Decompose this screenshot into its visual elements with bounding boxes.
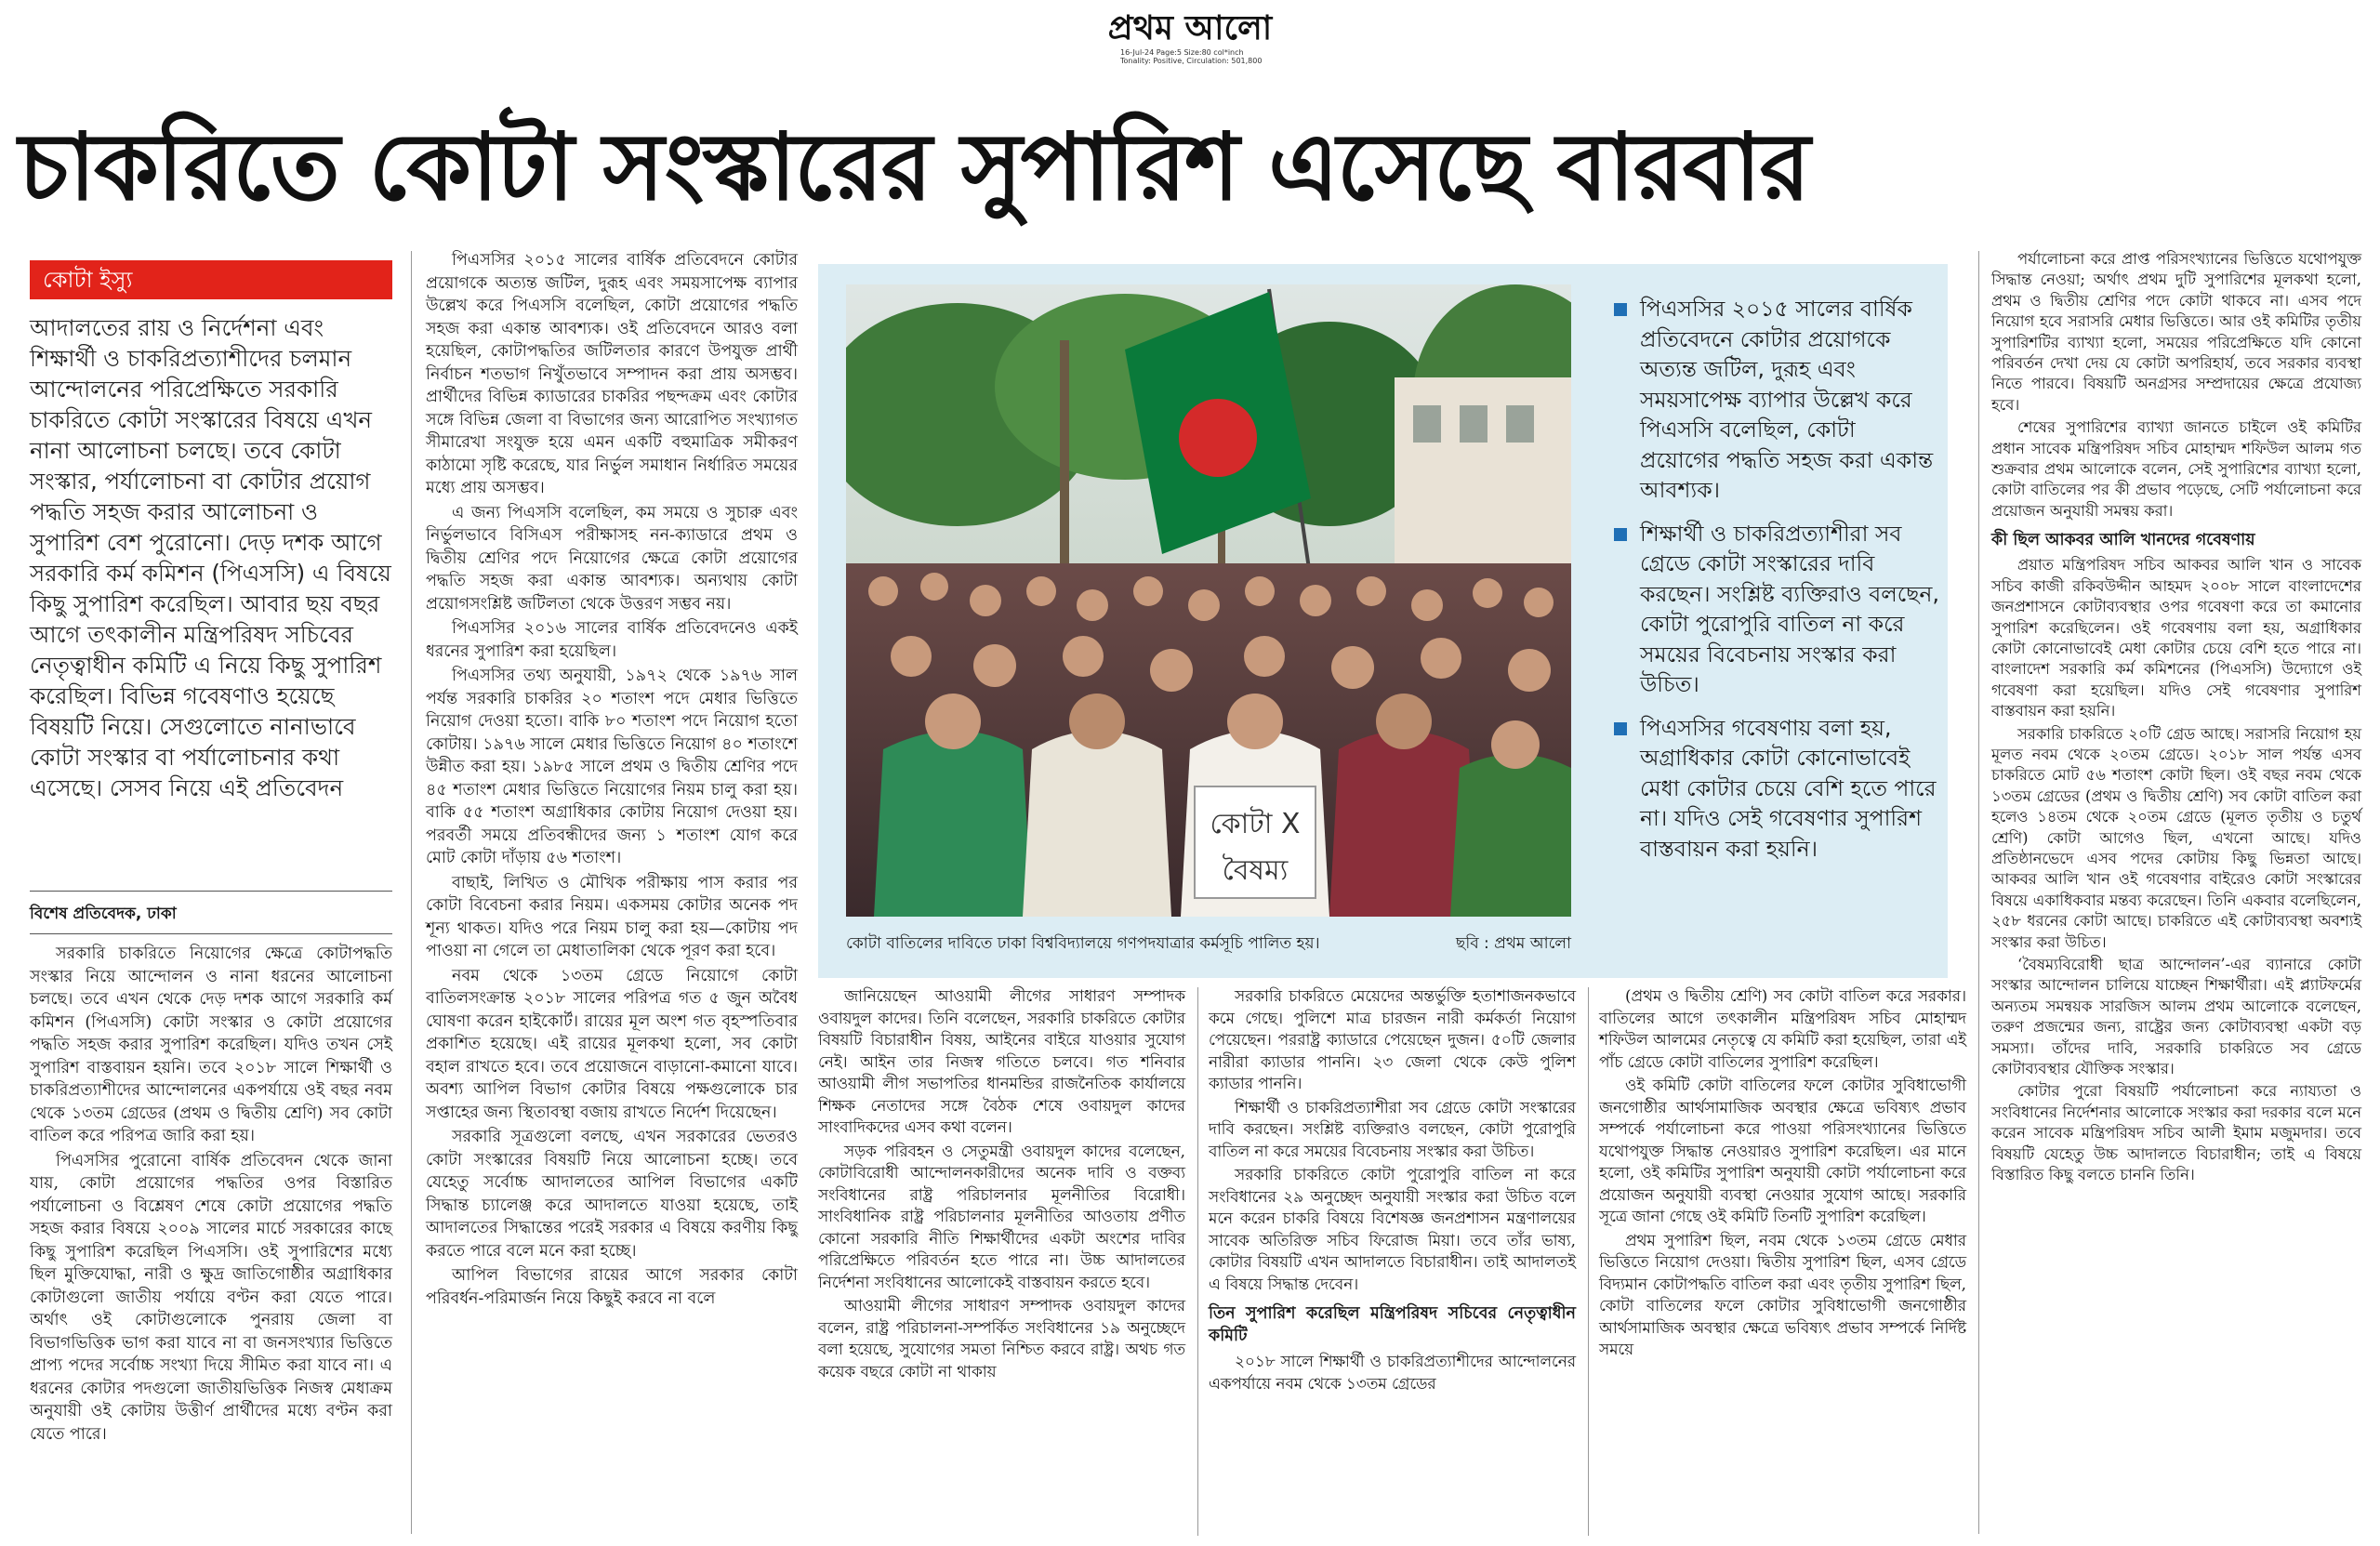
column-3	[818, 985, 1185, 1384]
paragraph: ওই কমিটি কোটা বাতিলের ফলে কোটার সুবিধাভোগী জনগোষ্ঠীর আর্থসামাজিক অবস্থার ক্ষেত্রে ভবিষ্যৎ প্রভাব সম্পর্কে পর্যালোচনা করে পাওয়া পরিসংখ্যানের ভিত্তিতে যথোপযুক্ত সিদ্ধান্ত নেওয়ারও সুপারিশ করেছিল। এর মানে হলো, ওই কমিটির সুপারিশ অনুযায়ী কোটা পর্যালোচনা করে প্রয়োজন অনুযায়ী ব্যবস্থা নেওয়ার সুযোগ আছে। সরকারি সূত্রে জানা গেছে ওই কমিটি তিনটি সুপারিশ করেছিল।	[1599, 1076, 1966, 1225]
placard-text: কোটা X	[1210, 808, 1301, 840]
paragraph: বাছাই, লিখিত ও মৌখিক পরীক্ষায় পাস করার পর কোটা বিবেচনা করার নিয়ম। একসময় কোটার অনেক পদ শূন্য থাকত। যদিও পরে নিয়ম চালু করা হয়—কোটায় পদ পাওয়া না গেলে তা মেধাতালিকা থেকে পূরণ করা হবে।	[426, 873, 798, 960]
paragraph: কোটার পুরো বিষয়টি পর্যালোচনা করে ন্যায্যতা ও সংবিধানের নির্দেশনার আলোকে সংস্কার করা দরকার বলে মনে করেন সাবেক মন্ত্রিপরিষদ সচিব আলী ইমাম মজুমদার। তবে বিষয়টি যেহেতু উচ্চ আদালতে বিচারাধীন; তাই এ বিষয়ে বিস্তারিত কিছু বলতে চাননি তিনি।	[1991, 1082, 2361, 1184]
column-6	[1991, 249, 2361, 1187]
caption-text: কোটা বাতিলের দাবিতে ঢাকা বিশ্ববিদ্যালয়ে গণপদযাত্রার কর্মসূচি পালিত হয়।	[846, 934, 1320, 953]
meta-line-2: Tonality: Positive, Circulation: 501,800	[1120, 57, 1263, 65]
masthead-logo	[1078, 9, 1302, 54]
paragraph: সরকারি চাকরিতে মেয়েদের অন্তর্ভুক্তি হতাশাজনকভাবে কমে গেছে। পুলিশে মাত্র চারজন নারী কর্মকর্তা নিয়োগ পেয়েছেন। পররাষ্ট্র ক্যাডারে পেয়েছেন দুজন। ৫০টি জেলার নারীরা ক্যাডার পাননি। ২৩ জেলা থেকে কেউ পুলিশ ক্যাডার পাননি।	[1209, 986, 1576, 1092]
paragraph: ‘বৈষম্যবিরোধী ছাত্র আন্দোলন’-এর ব্যানারে কোটা সংস্কার আন্দোলন চালিয়ে যাচ্ছেন শিক্ষার্থীরা। এই প্ল্যাটফর্মের অন্যতম সমন্বয়ক সারজিস আলম প্রথম আলোকে বলেছেন, তরুণ প্রজন্মের জন্য, রাষ্ট্রের জন্য কোটাব্যবস্থা একটা বড় সমস্যা। তাঁদের দাবি, সরকারি চাকরিতে সব গ্রেডে কোটাব্যবস্থার যৌক্তিক সংস্কার।	[1991, 956, 2361, 1078]
column-rule	[1978, 251, 1979, 1534]
photo-credit: ছবি : প্রথম আলো	[1456, 934, 1571, 953]
headline: চাকরিতে কোটা সংস্কারের সুপারিশ এসেছে বারবার	[19, 112, 1809, 221]
paragraph: পিএসসির ২০১৫ সালের বার্ষিক প্রতিবেদনে কোটার প্রয়োগকে অত্যন্ত জটিল, দুরূহ এবং সময়সাপেক্ষ ব্যাপার উল্লেখ করে পিএসসি বলেছিল, কোটা প্রয়োগের পদ্ধতি সহজ করা একান্ত আবশ্যক। ওই প্রতিবেদনে আরও বলা হয়েছিল, কোটাপদ্ধতির জটিলতার কারণে উপযুক্ত প্রার্থী নির্বাচন শতভাগ নিখুঁতভাবে সম্পাদন করা প্রায় অসম্ভব। প্রার্থীদের বিভিন্ন ক্যাডারের চাকরির পছন্দক্রম এবং কোটার সঙ্গে বিভিন্ন জেলা বা বিভাগের জন্য আরোপিত সংখ্যাগত সীমারেখা সংযুক্ত হয়ে এমন একটি বহুমাত্রিক সমীকরণ কাঠামো সৃষ্টি করেছে, যার নির্ভুল সমাধান নির্ধারিত সময়ের মধ্যে প্রায় অসম্ভব।	[426, 251, 798, 497]
paragraph: শিক্ষার্থী ও চাকরিপ্রত্যাশীরা সব গ্রেডে কোটা সংস্কারের দাবি করছেন। সংশ্লিষ্ট ব্যক্তিরাও বলছেন, কোটা পুরোপুরি বাতিল না করে সময়ের বিবেচনায় সংস্কার করা উচিত।	[1209, 1097, 1576, 1160]
column-rule	[1588, 987, 1589, 1536]
paragraph: পিএসসির ২০১৬ সালের বার্ষিক প্রতিবেদনেও একই ধরনের সুপারিশ করা হয়েছিল।	[426, 619, 798, 661]
paragraph: সরকারি চাকরিতে কোটা পুরোপুরি বাতিল না করে সংবিধানের ২৯ অনুচ্ছেদ অনুযায়ী সংস্কার করা উচিত বলে মনে করেন চাকরি বিষয়ে বিশেষজ্ঞ জনপ্রশাসন মন্ত্রণালয়ের সাবেক অতিরিক্ত সচিব ফিরোজ মিয়া। তবে তাঁর ভাষ্য, কোটার বিষয়টি এখন আদালতে বিচারাধীন। তাই আদালতই এ বিষয়ে সিদ্ধান্ত দেবেন।	[1209, 1165, 1576, 1293]
paragraph: সরকারি চাকরিতে ২০টি গ্রেড আছে। সরাসরি নিয়োগ হয় মূলত নবম থেকে ২০তম গ্রেডে। ২০১৮ সাল পর্যন্ত এসব চাকরিতে মোট ৫৬ শতাংশ কোটা ছিল। ওই বছর নবম থেকে ১৩তম গ্রেডের (প্রথম ও দ্বিতীয় শ্রেণি) সব কোটা বাতিল করা হলেও ১৪তম থেকে ২০তম গ্রেডে (মূলত তৃতীয় ও চতুর্থ শ্রেণি) কোটা আগেও ছিল, এখনো আছে। যদিও প্রতিষ্ঠানভেদে এসব পদের কোটায় কিছু ভিন্নতা আছে। আকবর আলি খান ওই গবেষণার বাইরেও কোটা সংস্কারের বিষয়ে একাধিকবার মন্তব্য করেছেন। তিনি একবার বলেছিলেন, ২৫৮ ধরনের কোটা আছে। চাকরিতে এই কোটাব্যবস্থা অবশ্যই সংস্কার করা উচিত।	[1991, 724, 2361, 951]
paragraph: প্রথম সুপারিশ ছিল, নবম থেকে ১৩তম গ্রেডে মেধার ভিত্তিতে নিয়োগ দেওয়া। দ্বিতীয় সুপারিশ ছিল, এসব গ্রেডে বিদ্যমান কোটাপদ্ধতি বাতিল করা এবং তৃতীয় সুপারিশ ছিল, কোটা বাতিলের ফলে কোটার সুবিধাভোগী জনগোষ্ঠীর আর্থসামাজিক অবস্থার ক্ষেত্রে ভবিষ্যৎ প্রভাব সম্পর্কে নির্দিষ্ট সময়ে	[1599, 1230, 1966, 1358]
byline: বিশেষ প্রতিবেদক, ঢাকা	[30, 905, 177, 923]
divider	[30, 891, 392, 892]
protest-photo	[846, 284, 1571, 917]
paragraph: শেষের সুপারিশের ব্যাখ্যা জানতে চাইলে ওই কমিটির প্রধান সাবেক মন্ত্রিপরিষদ সচিব মোহাম্মদ শফিউল আলম গত শুক্রবার প্রথম আলোকে বলেন, সেই সুপারিশের ব্যাখ্যা হলো, কোটা বাতিলের পর কী প্রভাব পড়েছে, সেটি পর্যালোচনা করে প্রয়োজন অনুযায়ী সমন্বয় করা।	[1991, 418, 2361, 520]
paragraph: পিএসসির তথ্য অনুযায়ী, ১৯৭২ থেকে ১৯৭৬ সাল পর্যন্ত সরকারি চাকরির ২০ শতাংশ পদে মেধার ভিত্তিতে নিয়োগ দেওয়া হতো। বাকি ৮০ শতাংশ পদে নিয়োগ হতো কোটায়। ১৯৭৬ সালে মেধার ভিত্তিতে নিয়োগ ৪০ শতাংশে উন্নীত করা হয়। ১৯৮৫ সালে প্রথম ও দ্বিতীয় শ্রেণির পদে ৪৫ শতাংশ মেধার ভিত্তিতে নিয়োগের নিয়ম চালু করা হয়। বাকি ৫৫ শতাংশ অগ্রাধিকার কোটায় নিয়োগ দেওয়া হয়। পরবর্তী সময়ে প্রতিবন্ধীদের জন্য ১ শতাংশ যোগ করে মোট কোটা দাঁড়ায় ৫৬ শতাংশ।	[426, 667, 798, 867]
callout-text: পিএসসির গবেষণায় বলা হয়, অগ্রাধিকার কোটা কোনোভাবেই মেধা কোটার চেয়ে বেশি হতে পারে না। যদিও সেই গবেষণার সুপারিশ বাস্তবায়ন করা হয়নি।	[1640, 714, 1937, 862]
paragraph: সড়ক পরিবহন ও সেতুমন্ত্রী ওবায়দুল কাদের বলেছেন, কোটাবিরোধী আন্দোলনকারীদের অনেক দাবি ও বক্তব্য সংবিধানের রাষ্ট্র পরিচালনার মূলনীতির বিরোধী। সাংবিধানিক রাষ্ট্র পরিচালনার মূলনীতির আওতায় প্রণীত কোনো সরকারি নীতি শিক্ষার্থীদের একটা অংশের দাবির পরিপ্রেক্ষিতে পরিবর্তন হতে পারে না। উচ্চ আদালতের নির্দেশনা সংবিধানের আলোকেই বাস্তবায়ন করতে হবে।	[818, 1141, 1185, 1291]
callout-text: শিক্ষার্থী ও চাকরিপ্রত্যাশীরা সব গ্রেডে কোটা সংস্কারের দাবি করছেন। সংশ্লিষ্ট ব্যক্তিরাও বলছেন, কোটা পুরোপুরি বাতিল না করে সময়ের বিবেচনায় সংস্কার করা উচিত।	[1640, 520, 1939, 697]
paragraph: জানিয়েছেন আওয়ামী লীগের সাধারণ সম্পাদক ওবায়দুল কাদের। তিনি বলেছেন, সরকারি চাকরিতে কোটার বিষয়টি বিচারাধীন বিষয়, আইনের বাইরে যাওয়ার সুযোগ নেই। আইন তার নিজস্ব গতিতে চলবে। গত শনিবার আওয়ামী লীগ সভাপতির ধানমন্ডির রাজনৈতিক কার্যালয়ে শিক্ষক নেতাদের সঙ্গে বৈঠক শেষে ওবায়দুল কাদের সাংবাদিকদের এসব কথা বলেন।	[818, 986, 1185, 1136]
paragraph: আপিল বিভাগের রায়ের আগে সরকার কোটা পরিবর্ধন-পরিমার্জন নিয়ে কিছুই করবে না বলে	[426, 1266, 798, 1308]
column-rule	[411, 251, 412, 1534]
paragraph: পর্যালোচনা করে প্রাপ্ত পরিসংখ্যানের ভিত্তিতে যথোপযুক্ত সিদ্ধান্ত নেওয়া; অর্থাৎ প্রথম দুটি সুপারিশের মূলকথা হলো, প্রথম ও দ্বিতীয় শ্রেণির পদে কোটা থাকবে না। এসব পদে নিয়োগ হবে সরাসরি মেধার ভিত্তিতে। আর ওই কমিটির তৃতীয় সুপারিশটির ব্যাখ্যা হলো, সময়ের পরিপ্রেক্ষিতে যদি কোনো পরিবর্তন দেখা দেয় যে কোটা অপরিহার্য, তবে সরকার ব্যবস্থা নিতে পারবে। বিষয়টি অনগ্রসর সম্প্রদায়ের ক্ষেত্রে প্রযোজ্য হবে।	[1991, 250, 2361, 414]
issue-tag: কোটা ইস্যু	[30, 260, 392, 299]
photo-caption	[846, 933, 1571, 954]
logo-text: প্রথম আলো	[1107, 8, 1273, 47]
section-subhead: কী ছিল আকবর আলি খানদের গবেষণায়	[1991, 531, 2255, 550]
paragraph: প্রয়াত মন্ত্রিপরিষদ সচিব আকবর আলি খান ও সাবেক সচিব কাজী রকিবউদ্দীন আহমদ ২০০৮ সালে বাংলাদেশের জনপ্রশাসনে কোটাব্যবস্থার ওপর গবেষণা করে তা কমানোর সুপারিশ করেছিলেন। ওই গবেষণায় বলা হয়, অগ্রাধিকার কোটা কোনোভাবেই মেধা কোটার চেয়ে বেশি হতে পারে না। বাংলাদেশ সরকারি কর্ম কমিশনের (পিএসসি) উদ্যোগে ওই গবেষণা করা হয়েছিল। যদিও সেই গবেষণার সুপারিশ বাস্তবায়ন করা হয়নি।	[1991, 556, 2361, 720]
paragraph: নবম থেকে ১৩তম গ্রেডে নিয়োগে কোটা বাতিলসংক্রান্ত ২০১৮ সালের পরিপত্র গত ৫ জুন অবৈধ ঘোষণা করেন হাইকোর্ট। রায়ের মূল অংশ গত বৃহস্পতিবার প্রকাশিত হয়েছে। এই রায়ের মূলকথা হলো, সব কোটা বহাল রাখতে হবে। তবে প্রয়োজনে বাড়ানো-কমানো যাবে। অবশ্য আপিল বিভাগ কোটার বিষয়ে পক্ষগুলোকে চার সপ্তাহের জন্য স্থিতাবস্থা বজায় রাখতে নির্দেশ দিয়েছেন।	[426, 966, 798, 1122]
square-bullet-icon	[1614, 722, 1627, 735]
paragraph: আওয়ামী লীগের সাধারণ সম্পাদক ওবায়দুল কাদের বলেন, রাষ্ট্র পরিচালনা-সম্পর্কিত সংবিধানের ১৯ অনুচ্ছেদে বলা হয়েছে, সুযোগের সমতা নিশ্চিত করবে রাষ্ট্র। অথচ গত কয়েক বছরে কোটা না থাকায়	[818, 1296, 1185, 1381]
column-5	[1599, 985, 1966, 1363]
paragraph: এ জন্য পিএসসি বলেছিল, কম সময়ে ও সুচারু এবং নির্ভুলভাবে বিসিএস পরীক্ষাসহ নন-ক্যাডারে প্রথম ও দ্বিতীয় শ্রেণির পদে নিয়োগের ক্ষেত্রে কোটা প্রয়োগের পদ্ধতি সহজ করা একান্ত আবশ্যক। অন্যথায় কোটা প্রয়োগসংশ্লিষ্ট জটিলতা থেকে উত্তরণ সম্ভব নয়।	[426, 503, 798, 614]
square-bullet-icon	[1614, 528, 1627, 541]
divider	[30, 933, 392, 934]
paragraph: সরকারি চাকরিতে নিয়োগের ক্ষেত্রে কোটাপদ্ধতি সংস্কার নিয়ে আন্দোলন ও নানা ধরনের আলোচনা চলছে। তবে এখন থেকে দেড় দশক আগে সরকারি কর্ম কমিশন (পিএসসি) কোটা সংস্কার ও কোটা প্রয়োগের পদ্ধতি সহজ করার সুপারিশ করেছিল। যদিও তখন সেই সুপারিশ বাস্তবায়ন হয়নি। তবে ২০১৮ সালে শিক্ষার্থী ও চাকরিপ্রত্যাশীদের আন্দোলনের একপর্যায়ে ওই বছর নবম থেকে ১৩তম গ্রেডের (প্রথম ও দ্বিতীয় শ্রেণি) সব কোটা বাতিল করে পরিপত্র জারি করা হয়।	[30, 945, 392, 1145]
paragraph: সরকারি সূত্রগুলো বলছে, এখন সরকারের ভেতরও কোটা সংস্কারের বিষয়টি নিয়ে আলোচনা হচ্ছে। তবে যেহেতু সর্বোচ্চ আদালতের আপিল বিভাগের একটি সিদ্ধান্ত চ্যালেঞ্জ করে আদালতে যাওয়া হয়েছে, তাই আদালতের সিদ্ধান্তের পরেই সরকার এ বিষয়ে করণীয় কিছু করতে পারে বলে মনে করা হচ্ছে।	[426, 1128, 798, 1261]
column-4	[1209, 985, 1576, 1396]
lead-paragraph: আদালতের রায় ও নির্দেশনা এবং শিক্ষার্থী ও চাকরিপ্রত্যাশীদের চলমান আন্দোলনের পরিপ্রেক্ষিতে সরকারি চাকরিতে কোটা সংস্কারের বিষয়ে এখন নানা আলোচনা চলছে। তবে কোটা সংস্কার, পর্যালোচনা বা কোটার প্রয়োগ পদ্ধতি সহজ করার আলোচনা ও সুপারিশ বেশ পুরোনো। দেড় দশক আগে সরকারি কর্ম কমিশন (পিএসসি) এ বিষয়ে কিছু সুপারিশ করেছিল। আবার ছয় বছর আগে তৎকালীন মন্ত্রিপরিষদ সচিবের নেতৃত্বাধীন কমিটি এ নিয়ে কিছু সুপারিশ করেছিল। বিভিন্ন গবেষণাও হয়েছে বিষয়টি নিয়ে। সেগুলোতে নানাভাবে কোটা সংস্কার বা পর্যালোচনার কথা এসেছে। সেসব নিয়ে এই প্রতিবেদন	[30, 314, 391, 801]
callout-item	[1612, 294, 1939, 506]
callout-box	[1612, 294, 1939, 877]
column-1	[30, 943, 392, 1447]
column-2	[426, 249, 798, 1312]
square-bullet-icon	[1614, 303, 1627, 316]
paragraph: পিএসসির পুরোনো বার্ষিক প্রতিবেদন থেকে জানা যায়, কোটা প্রয়োগের পদ্ধতির ওপর বিস্তারিত পর্যালোচনা ও বিশ্লেষণ শেষে কোটা প্রয়োগের পদ্ধতি সহজ করার বিষয়ে ২০০৯ সালের মার্চে সরকারের কাছে কিছু সুপারিশ করেছিল পিএসসি। ওই সুপারিশের মধ্যে ছিল মুক্তিযোদ্ধা, নারী ও ক্ষুদ্র জাতিগোষ্ঠীর অগ্রাধিকার কোটাগুলো জাতীয় পর্যায়ে বণ্টন করা যেতে পারে। অর্থাৎ ওই কোটাগুলোকে পুনরায় জেলা বা বিভাগভিত্তিক ভাগ করা যাবে না বা জনসংখ্যার ভিত্তিতে প্রাপ্য পদের সর্বোচ্চ সংখ্যা দিয়ে সীমিত করা যাবে না। এ ধরনের কোটার পদগুলো জাতীয়ভিত্তিক নিজস্ব মেধাক্রম অনুযায়ী ওই কোটায় উত্তীর্ণ প্রার্থীদের মধ্যে বণ্টন করা যেতে পারে।	[30, 1151, 392, 1444]
meta-line-1: 16-Jul-24 Page:5 Size:80 col*inch	[1120, 48, 1244, 57]
paragraph: ২০১৮ সালে শিক্ষার্থী ও চাকরিপ্রত্যাশীদের আন্দোলনের একপর্যায়ে নবম থেকে ১৩তম গ্রেডের	[1209, 1352, 1576, 1393]
clipping-meta	[1120, 48, 1297, 65]
protest-photo-illustration	[846, 284, 1571, 917]
placard-text-2: বৈষম্য	[1222, 854, 1289, 887]
callout-item	[1612, 519, 1939, 700]
column-rule	[1197, 987, 1198, 1536]
section-subhead: তিন সুপারিশ করেছিল মন্ত্রিপরিষদ সচিবের নেতৃত্বাধীন কমিটি	[1209, 1304, 1576, 1345]
paragraph: (প্রথম ও দ্বিতীয় শ্রেণি) সব কোটা বাতিল করে সরকার। বাতিলের আগে তৎকালীন মন্ত্রিপরিষদ সচিব মোহাম্মদ শফিউল আলমের নেতৃত্বে যে কমিটি করা হয়েছিল, তারা এই পাঁচ গ্রেডে কোটা বাতিলের সুপারিশ করেছিল।	[1599, 986, 1966, 1071]
callout-text: পিএসসির ২০১৫ সালের বার্ষিক প্রতিবেদনে কোটার প্রয়োগকে অত্যন্ত জটিল, দুরূহ এবং সময়সাপেক্ষ ব্যাপার উল্লেখ করে পিএসসি বলেছিল, কোটা প্রয়োগের পদ্ধতি সহজ করা একান্ত আবশ্যক।	[1640, 296, 1934, 503]
callout-item	[1612, 713, 1939, 865]
